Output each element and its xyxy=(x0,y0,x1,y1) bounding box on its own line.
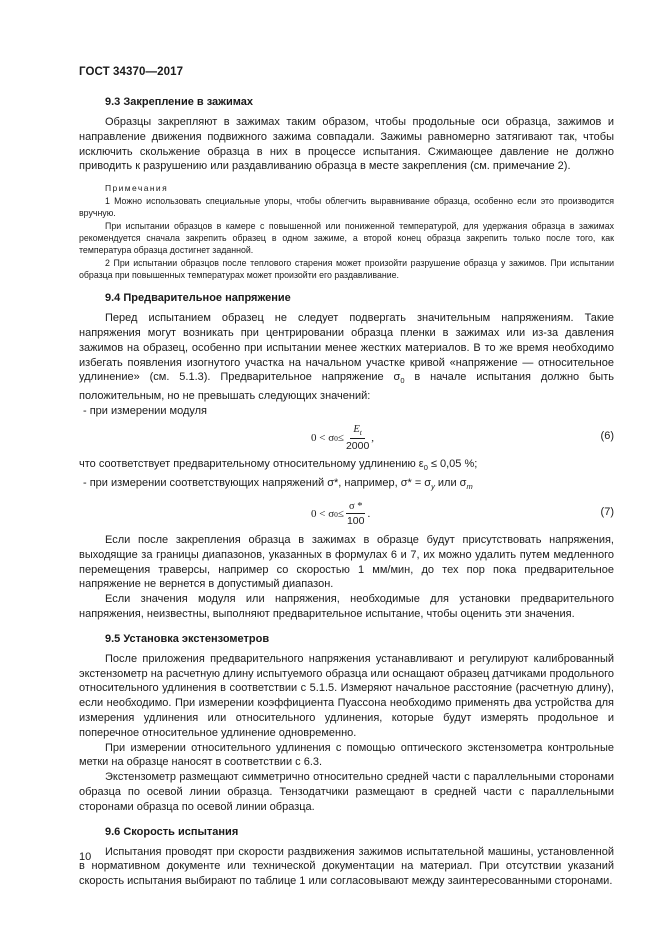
formula-6: 0 < σ 0 ≤ $\frac{E_t}{2000}$ , (6) xyxy=(311,423,614,453)
formula-7-fraction: $\frac{\sigma *}{100}$ xyxy=(346,501,365,527)
section-9-5-paragraph-2: При измерении относительного удлинения с помощью оптического экстензометра контрольные метки на образце наносят в соответствии с 6.3. xyxy=(79,741,614,769)
formula-6-fraction: $\frac{E_t}{2000}$ xyxy=(345,423,370,453)
note-2: 2 При испытании образцов после теплового старения может произойти разрушение образца у зажимов. При испытании образца при повышенных температурах может произойти его раздавливание. xyxy=(79,257,614,280)
note-1: 1 Можно использовать специальные упоры, чтобы облегчить выравнивание образца, особенно если это производится вручную. xyxy=(79,196,614,219)
section-9-5-paragraph-3: Экстензометр размещают симметрично относительно средней части с параллельными сторонами образца по осевой линии образца. Тензодатчики размещают в средней части с параллельными сторонами образца по осевой линии образца. xyxy=(79,771,614,813)
section-9-5-paragraph-1: После приложения предварительного напряжения устанавливают и регулируют калиброванный экстензометр на расчетную длину испытуемого образца или оснащают образец датчиками продольного относительного удлинения в соответствии с 5.1.5. Измеряют начальное расстояние (расчетную длину), если необходимо. При измерении коэффициента Пуассона необходимо применять два устройства для измерения удлинения или относительного удлинения, которые будут измерять продольное и поперечное относительное удлинение одновременно. xyxy=(79,652,614,739)
section-9-6-title: 9.6 Скорость испытания xyxy=(105,825,239,838)
section-9-4-paragraph-1: Перед испытанием образец не следует подвергать значительным напряжениям. Такие напряжения могут возникать при центрировании образца пленки в зажимах или из-за давления зажимов на образец, особенно при испытании менее жестких материалов. В то же время необходимо избегать появления изогнутого участка на начальном участке кривой «напряжение — относительное удлинение» (см. 5.1.3). Предварительное напряжение $\sigma_0$ в начале испытания должно быть положительным, но не превышать следующих значений: xyxy=(79,312,614,403)
section-9-4-paragraph-3: Если значения модуля или напряжения, необходимые для установки предварительного напряжения, неизвестны, выполняют предварительное испытание, чтобы оценить эти значения. xyxy=(79,593,614,620)
document-code: ГОСТ 34370—2017 xyxy=(79,66,184,78)
section-9-6-paragraph-1: Испытания проводят при скорости раздвижения зажимов испытательной машины, установленной в нормативном документе или технической документации на материал. При отсутствии указаний скорость испытания выбирают по таблице 1 или согласовывают между заинтересованными сторонами. xyxy=(79,845,614,888)
bullet-modulus: - при измерении модуля xyxy=(83,405,208,418)
formula-6-number: (6) xyxy=(600,430,614,443)
formula-7: 0 < σ 0 ≤ $\frac{\sigma *}{100}$ . (7) xyxy=(311,501,614,527)
notes-heading: Примечания xyxy=(105,183,169,194)
section-9-3-title: 9.3 Закрепление в зажимах xyxy=(105,96,253,108)
note-1-continued: При испытании образцов в камере с повышенной или пониженной температурой, для удержания образца в зажимах рекомендуется сначала закрепить образец в одном зажиме, а второй конец образца закрепить только после того, как температура образца достигнет заданной. xyxy=(79,220,614,256)
strain-condition: что соответствует предварительному относительному удлинению $\varepsilon_0 \le 0,05$ %; xyxy=(79,458,478,473)
section-9-5-title: 9.5 Установка экстензометров xyxy=(105,632,270,645)
formula-7-number: (7) xyxy=(600,506,614,518)
page-number: 10 xyxy=(79,851,92,863)
section-9-4-paragraph-2: Если после закрепления образца в зажимах в образце будут присутствовать напряжения, выходящие за границы диапазонов, указанных в формулах 6 и 7, их можно удалить путем медленного перемещения траверсы, например со скоростью 1 мм/мин, до тех пор пока предварительное напряжение не вернется в допустимый диапазон. xyxy=(79,534,614,591)
page-content xyxy=(79,96,614,889)
bullet-stress: - при измерении соответствующих напряжений σ*, например, $\sigma* = \sigma_y$ или $\sigma_m$ xyxy=(83,477,473,492)
section-9-3-paragraph: Образцы закрепляют в зажимах таким образом, чтобы продольные оси образца, зажимов и направление движения подвижного зажима совпадали. Зажимы равномерно затягивают так, чтобы исключить скольжение образца в них в процессе испытания. Сжимающее давление не должно приводить к разрушению или раздавливанию образца в месте закрепления (см. примечание 2). xyxy=(79,116,614,173)
section-9-4-title: 9.4 Предварительное напряжение xyxy=(105,292,291,305)
